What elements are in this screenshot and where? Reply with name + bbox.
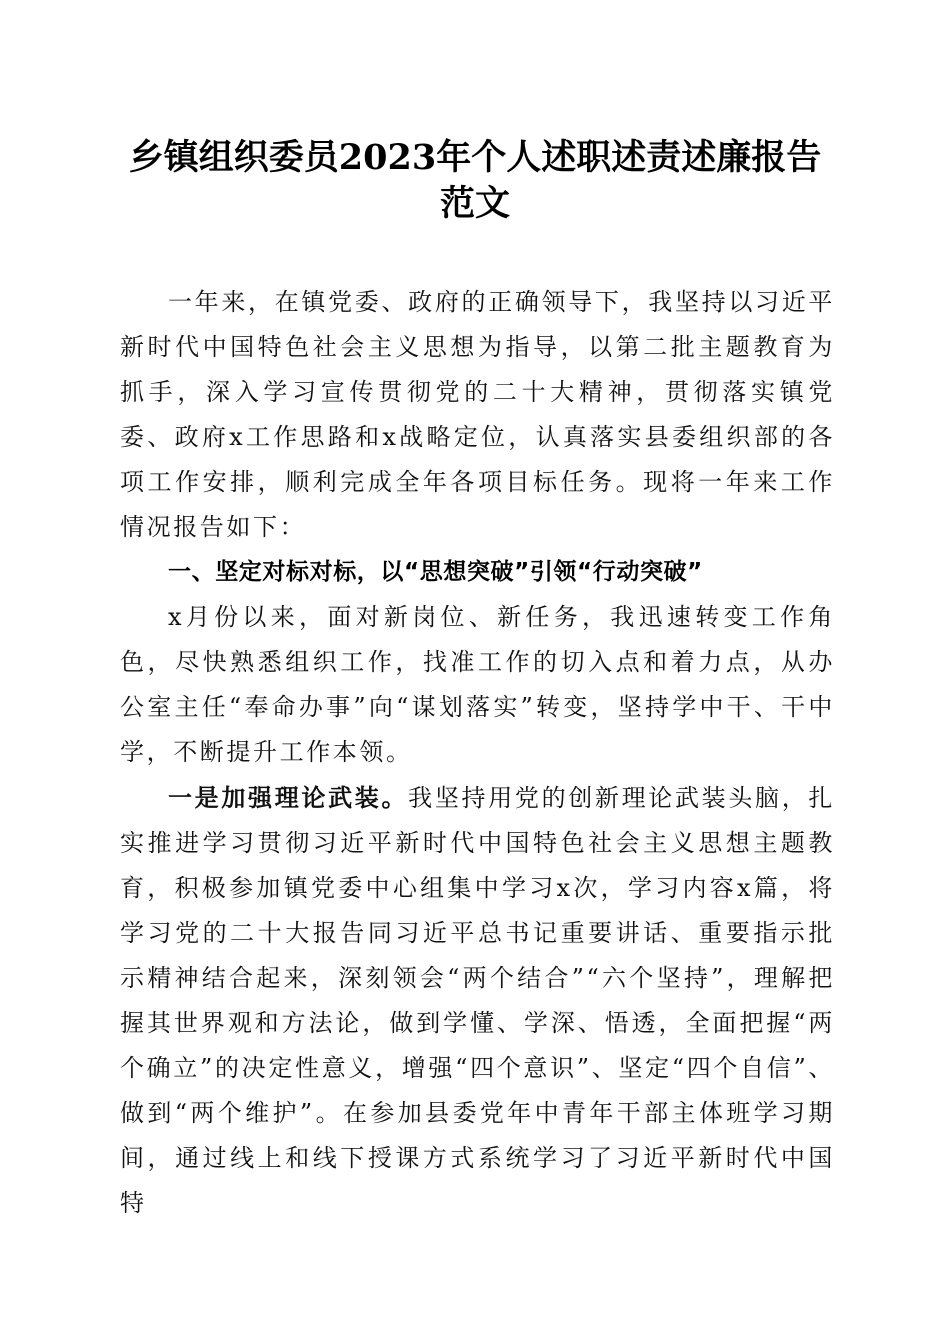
intro-paragraph: 一年来，在镇党委、政府的正确领导下，我坚持以习近平新时代中国特色社会主义思想为指导，以第二批主题教育为抓手，深入学习宣传贯彻党的二十大精神，贯彻落实镇党委、政府x工作思路和x战略定位，认真落实县委组织部的各项工作安排，顺利完成全年各项目标任务。现将一年来工作情况报告如下： [120, 288, 835, 541]
section-1-paragraph: x月份以来，面对新岗位、新任务，我迅速转变工作角色，尽快熟悉组织工作，找准工作的切入点和着力点，从办公室主任“奉命办事”向“谋划落实”转变，坚持学中干、干中学，不断提升工作本领。 [120, 603, 835, 766]
document-title [100, 135, 850, 227]
title-line-1: 乡镇组织委员2023年个人述职述责述廉报告 [128, 137, 822, 178]
paragraph-lead: 一是加强理论武装。 [168, 783, 409, 812]
section-heading-1: 一、坚定对标对标，以“思想突破”引领“行动突破” [168, 559, 703, 585]
theory-paragraph [120, 775, 835, 1226]
paragraph-body: 我坚持用党的创新理论武装头脑，扎实推进学习贯彻习近平新时代中国特色社会主义思想主题教育，积极参加镇党委中心组集中学习x次，学习内容x篇，将学习党的二十大报告同习近平总书记重要讲话、重要指示批示精神结合起来，深刻领会“两个结合”“六个坚持”，理解把握其世界观和方法论，做到学懂、学深、悟透，全面把握“两个确立”的决定性意义，增强“四个意识”、坚定“四个自信”、做到“两个维护”。在参加县委党年中青年干部主体班学习期间，通过线上和线下授课方式系统学习了习近平新时代中国特 [120, 784, 835, 1217]
title-line-2: 范文 [439, 183, 510, 224]
document-body [120, 280, 835, 1226]
